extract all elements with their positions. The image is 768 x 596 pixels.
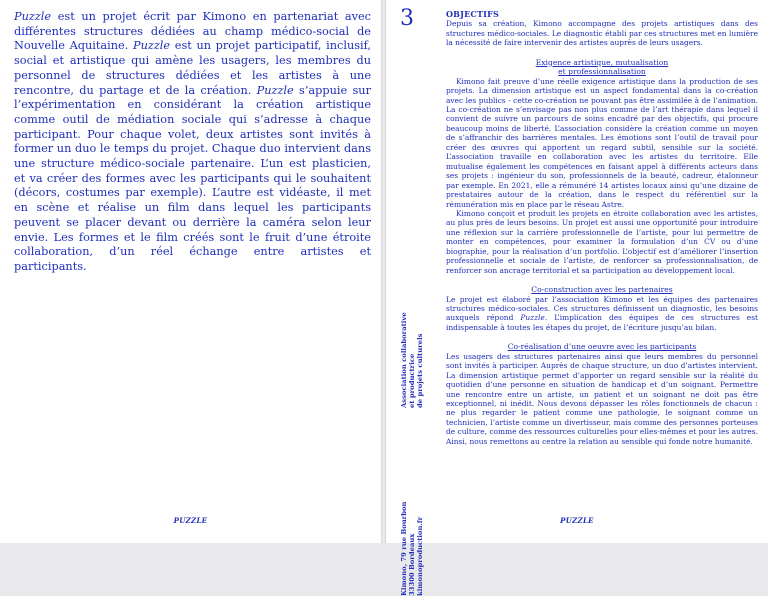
paragraph-conception: Kimono conçoit et produit les projets en étroite collaboration avec les artistes, au plus près de leurs besoins. Un projet est aussi une opportunité pour introduire une réflexion sur la carrière professionnelle de l’artiste, pour lui permettre de monter en compétences, pour examiner la formulation d’un CV ou d’une biographie, pour la réalisation d’un portfolio. L’objectif est d’améliorer l’insertion professionnelle et sociale de l’artiste, de renforcer sa professionnalisation, de renforcer son ancrage territorial et sa participation au développement local. (446, 208, 758, 275)
side-caption-line: kimonoproduction.fr (416, 516, 424, 596)
paragraph-co-realisation: Les usagers des structures partenaires ainsi que leurs membres du personnel sont invités à participer. Auprès de chaque structure, un duo d’artistes intervient. La dimension artistique permet d’apporter un regard sensible sur la réalité du quotidien d’une personne en situation de handicap et d’un soignant. Permettre une rencontre entre un artiste, un patient et un soignant ne doit pas être exceptionnel, ni inédit. Nous devons dépasser les rôles fonctionnels de chacun : ne plus regarder le patient comme une pathologie, le soignant comme un technicien, l’artiste comme un divertisseur, mais comme des personnes porteuses de culture, comme des ressources culturelles pour elles-mêmes et pour les autres. Ainsi, nous remettons au centre la relation au sensible qui fonde notre humanité. (446, 351, 758, 446)
side-caption-line: de projets culturels (416, 333, 424, 408)
main-column (446, 10, 758, 446)
intro-italic-title: Puzzle (14, 10, 52, 23)
subheading-exigence: Exigence artistique, mutualisation et professionnalisation (535, 57, 669, 77)
intro-paragraph (14, 10, 371, 275)
intro-text-run: est un projet écrit par Kimono en partenariat avec différentes structures dédiées au champ médico-social de Nouvelle Aquitaine. (14, 10, 371, 53)
side-caption-line: 33300 Bordeaux (408, 533, 416, 596)
side-caption-line: Association collaborative (400, 312, 408, 408)
intro-text-run: s’appuie sur l’expérimentation en considérant la création artistique comme outil de médiation sociale qui s’adresse à chaque participant. Pour chaque volet, deux artistes sont invités à former un duo le temps du projet. Chaque duo intervient dans une structure médico-sociale partenaire. L’un est plasticien, et va créer des formes avec les participants qui le souhaitent (décors, costumes par exemple). L’autre est vidéaste, il met en scène et réalise un film dans lequel les participants peuvent se placer devant ou derrière la caméra selon leur envie. Les formes et le film créés sont le fruit d’une étroite collaboration, d’un réel échange entre artistes et participants. (14, 83, 371, 273)
side-caption-line: et productrice (408, 353, 416, 408)
right-page (386, 0, 768, 596)
subheading-co-construction: Co-construction avec les partenaires (531, 285, 673, 295)
section-heading-objectifs: OBJECTIFS (446, 9, 499, 19)
side-caption-address (400, 410, 438, 596)
side-caption-association (400, 252, 438, 408)
folio-left: PUZZLE (173, 516, 208, 525)
paragraph-exigence: Kimono fait preuve d’une réelle exigence artistique dans la production de ses projets. La dimension artistique est un aspect fondamental dans la co-création avec les publics - cette co-création ne pouvant pas être assimilée à de l’animation. La co-création ne s’envisage pas non plus comme de l’art thérapie dans lequel il convient de suivre un parcours de soins encadré par des objectifs, qui procure beaucoup moins de liberté. L’association considère la création comme un moyen de s’affranchir des barrières mentales. Les émotions sont l’outil de travail pour créer des œuvres qui apportent un regard subtil, sensible sur la société. L’association travaille en collaboration avec les artistes du territoire. Elle mutualise également les compétences en faisant appel à différents acteurs dans ses projets : ingénieur du son, professionnels de la beauté, cadreur, étalonneur par exemple. En 2021, elle a rémunéré 14 artistes locaux ainsi qu’une dizaine de prestataires autour de la création, dans le respect du référentiel sur la rémunération mis en place par le réseau Astre. (446, 76, 758, 209)
folio-right: PUZZLE (560, 516, 594, 525)
paragraph-co-construction: Le projet est élaboré par l’association Kimono et les équipes des partenaires structures médico-sociales. Ces structures définissent un diagnostic, les besoins auxquels répond Puzzle. L’implication des équipes de ces structures est indispensable à toutes les étapes du projet, de l’écriture jusqu’au bilan. (446, 294, 759, 332)
paragraph-intro: Depuis sa création, Kimono accompagne des projets artistiques dans des structures médico-sociales. Le diagnostic établi par ces structures met en lumière la nécessité de faire intervenir des artistes auprès de leurs usagers. (446, 19, 758, 48)
subheading-co-realisation: Co-réalisation d’une oeuvre avec les participants (507, 342, 697, 352)
left-page (0, 0, 381, 543)
intro-text-run: est un projet participatif, inclusif, social et artistique qui amène les usagers, les membres du personnel de structures dédiées et les artistes à une rencontre, du partage et de la création. (14, 39, 371, 97)
side-caption-line: Kimono, 79 rue Bourbon (400, 501, 408, 596)
intro-italic-title: Puzzle (133, 39, 171, 53)
intro-italic-title: Puzzle (256, 83, 294, 97)
page-number: 3 (400, 6, 414, 31)
